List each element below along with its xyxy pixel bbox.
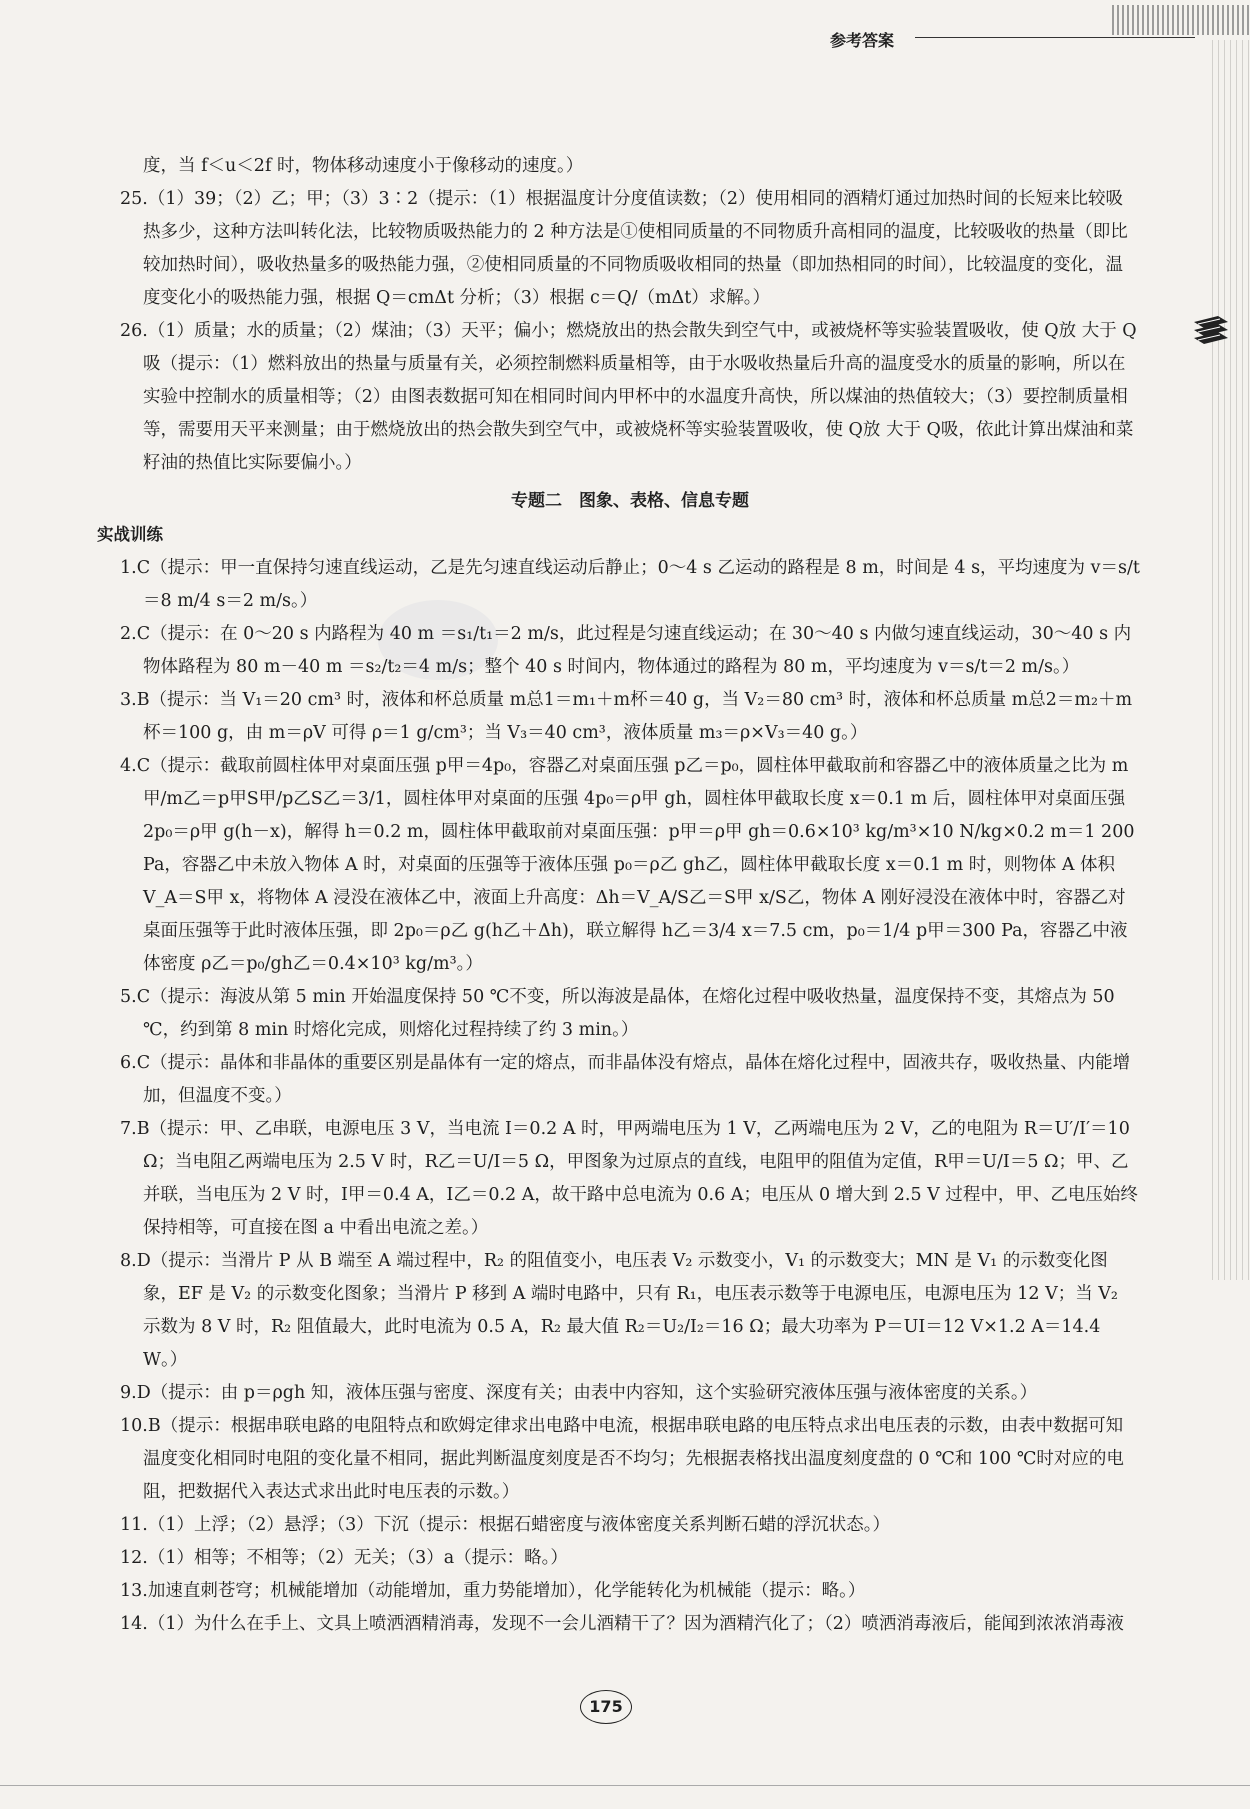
page-number: 175 (580, 1690, 632, 1724)
answer-item: 12.（1）相等；不相等；（2）无关；（3）a（提示：略。） (120, 1548, 568, 1568)
answer-item: 6.C（提示：晶体和非晶体的重要区别是晶体有一定的熔点，而非晶体没有熔点，晶体在熔化过程中，固液共存，吸收热量、内能增加，但温度不变。） (120, 1053, 1131, 1106)
answer-item: 5.C（提示：海波从第 5 min 开始温度保持 50 ℃不变，所以海波是晶体，在熔化过程中吸收热量，温度保持不变，其熔点为 50 ℃，约到第 8 min 时熔化完成，则熔化过程持续了约 3 min。） (120, 987, 1115, 1040)
answer-item: 3.B（提示：当 V₁＝20 cm³ 时，液体和杯总质量 m总1＝m₁＋m杯＝40 g，当 V₂＝80 cm³ 时，液体和杯总质量 m总2＝m₂＋m杯＝100 g，由 m＝ρV 可得 ρ＝1 g/cm³；当 V₃＝40 cm³，液体质量 m₃＝ρ×V₃＝40 g。） (120, 690, 1133, 743)
header-rule (915, 37, 1195, 38)
section-title: 专题二 图象、表格、信息专题 (511, 491, 749, 511)
answer-item: 25.（1）39；（2）乙；甲；（3）3∶2（提示：（1）根据温度计分度值读数；（2）使用相同的酒精灯通过加热时间的长短来比较吸热多少，这种方法叫转化法，比较物质吸热能力的 2 种方法是①使相同质量的不同物质升高相同的温度，比较吸收的热量（即比较加热时间），吸收热量多的吸热能力强，②使相同质量的不同物质吸收相同的热量（即加热相同的时间），比较温度的变化，温度变化小的吸热能力强，根据 Q＝cmΔt 分析；（3）根据 c＝Q/（mΔt）求解。） (120, 189, 1128, 308)
side-edge-decoration (1212, 40, 1250, 1280)
bottom-rule (0, 1785, 1250, 1786)
text-line: 度，当 f＜u＜2f 时，物体移动速度小于像移动的速度。） (143, 156, 584, 176)
answer-item: 9.D（提示：由 p＝ρgh 知，液体压强与密度、深度有关；由表中内容知，这个实验研究液体压强与液体密度的关系。） (120, 1383, 1038, 1403)
section-subtitle: 实战训练 (97, 525, 163, 544)
answer-item: 7.B（提示：甲、乙串联，电源电压 3 V，当电流 I＝0.2 A 时，甲两端电压为 1 V，乙两端电压为 2 V，乙的电阻为 R＝U′/I′＝10 Ω；当电阻乙两端电压为 2.5 V 时，R乙＝U/I＝5 Ω，甲图象为过原点的直线，电阻甲的阻值为定值，R甲＝U/I＝5 Ω；甲、乙并联，当电压为 2 V 时，I甲＝0.4 A，I乙＝0.2 A，故干路中总电流为 0.6 A；电压从 0 增大到 2.5 V 过程中，甲、乙电压始终保持相等，可直接在图 a 中看出电流之差。） (120, 1119, 1138, 1238)
answer-item: 26.（1）质量；水的质量；（2）煤油；（3）天平；偏小；燃烧放出的热会散失到空气中，或被烧杯等实验装置吸收，使 Q放 大于 Q吸（提示：（1）燃料放出的热量与质量有关，必须控制燃料质量相等，由于水吸收热量后升高的温度受水的质量的影响，所以在实验中控制水的质量相等；（2）由图表数据可知在相同时间内甲杯中的水温度升高快，所以煤油的热值较大；（3）要控制质量相等，需要用天平来测量；由于燃烧放出的热会散失到空气中，或被烧杯等实验装置吸收，使 Q放 大于 Q吸，依此计算出煤油和菜籽油的热值比实际要偏小。） (120, 321, 1137, 473)
answer-item: 1.C（提示：甲一直保持匀速直线运动，乙是先匀速直线运动后静止；0～4 s 乙运动的路程是 8 m，时间是 4 s，平均速度为 v＝s/t＝8 m/4 s＝2 m/s。） (120, 558, 1140, 611)
header-label: 参考答案 (830, 31, 895, 50)
answer-item: 8.D（提示：当滑片 P 从 B 端至 A 端过程中，R₂ 的阻值变小，电压表 V₂ 示数变小，V₁ 的示数变大；MN 是 V₁ 的示数变化图象，EF 是 V₂ 的示数变化图象；当滑片 P 移到 A 端时电路中，只有 R₁，电压表示数等于电源电压，电源电压为 12 V；当 V₂ 示数为 8 V 时，R₂ 阻值最大，此时电流为 0.5 A，R₂ 最大值 R₂＝U₂/I₂＝16 Ω；最大功率为 P＝UI＝12 V×1.2 A＝14.4 W。） (120, 1251, 1118, 1370)
answer-item: 4.C（提示：截取前圆柱体甲对桌面压强 p甲＝4p₀，容器乙对桌面压强 p乙＝p₀，圆柱体甲截取前和容器乙中的液体质量之比为 m甲/m乙＝p甲S甲/p乙S乙＝3/1，圆柱体甲对桌面的压强 4p₀＝ρ甲 gh，圆柱体甲截取长度 x＝0.1 m 后，圆柱体甲对桌面压强 2p₀＝ρ甲 g(h－x)，解得 h＝0.2 m，圆柱体甲截取前对桌面压强：p甲＝ρ甲 gh＝0.6×10³ kg/m³×10 N/kg×0.2 m＝1 200 Pa，容器乙中未放入物体 A 时，对桌面的压强等于液体压强 p₀＝ρ乙 gh乙，圆柱体甲截取长度 x＝0.1 m 时，则物体 A 体积 V_A＝S甲 x，将物体 A 浸没在液体乙中，液面上升高度：Δh＝V_A/S乙＝S甲 x/S乙，物体 A 刚好浸没在液体中时，容器乙对桌面压强等于此时液体压强，即 2p₀＝ρ乙 g(h乙＋Δh)，联立解得 h乙＝3/4 x＝7.5 cm，p₀＝1/4 p甲＝300 Pa，容器乙中液体密度 ρ乙＝p₀/gh乙＝0.4×10³ kg/m³。） (120, 756, 1135, 974)
header-decoration (1112, 5, 1250, 35)
answer-content (97, 150, 1140, 1641)
answer-item: 14.（1）为什么在手上、文具上喷洒酒精消毒，发现不一会儿酒精干了？因为酒精汽化了；（2）喷洒消毒液后，能闻到浓浓消毒液 (120, 1614, 1124, 1634)
book-stack-icon (1190, 312, 1232, 350)
answer-item: 10.B（提示：根据串联电路的电阻特点和欧姆定律求出电路中电流，根据串联电路的电压特点求出电压表的示数，由表中数据可知温度变化相同时电阻的变化量不相同，据此判断温度刻度是否不均匀；先根据表格找出温度刻度盘的 0 ℃和 100 ℃时对应的电阻，把数据代入表达式求出此时电压表的示数。） (120, 1416, 1124, 1502)
answer-item: 13.加速直刺苍穹；机械能增加（动能增加，重力势能增加），化学能转化为机械能（提示：略。） (120, 1581, 866, 1601)
answer-item: 11.（1）上浮；（2）悬浮；（3）下沉（提示：根据石蜡密度与液体密度关系判断石蜡的浮沉状态。） (120, 1515, 890, 1535)
answer-item: 2.C（提示：在 0～20 s 内路程为 40 m ＝s₁/t₁＝2 m/s，此过程是匀速直线运动；在 30～40 s 内做匀速直线运动，30～40 s 内物体路程为 80 m－40 m ＝s₂/t₂＝4 m/s；整个 40 s 时间内，物体通过的路程为 80 m，平均速度为 v＝s/t＝2 m/s。） (120, 624, 1132, 677)
